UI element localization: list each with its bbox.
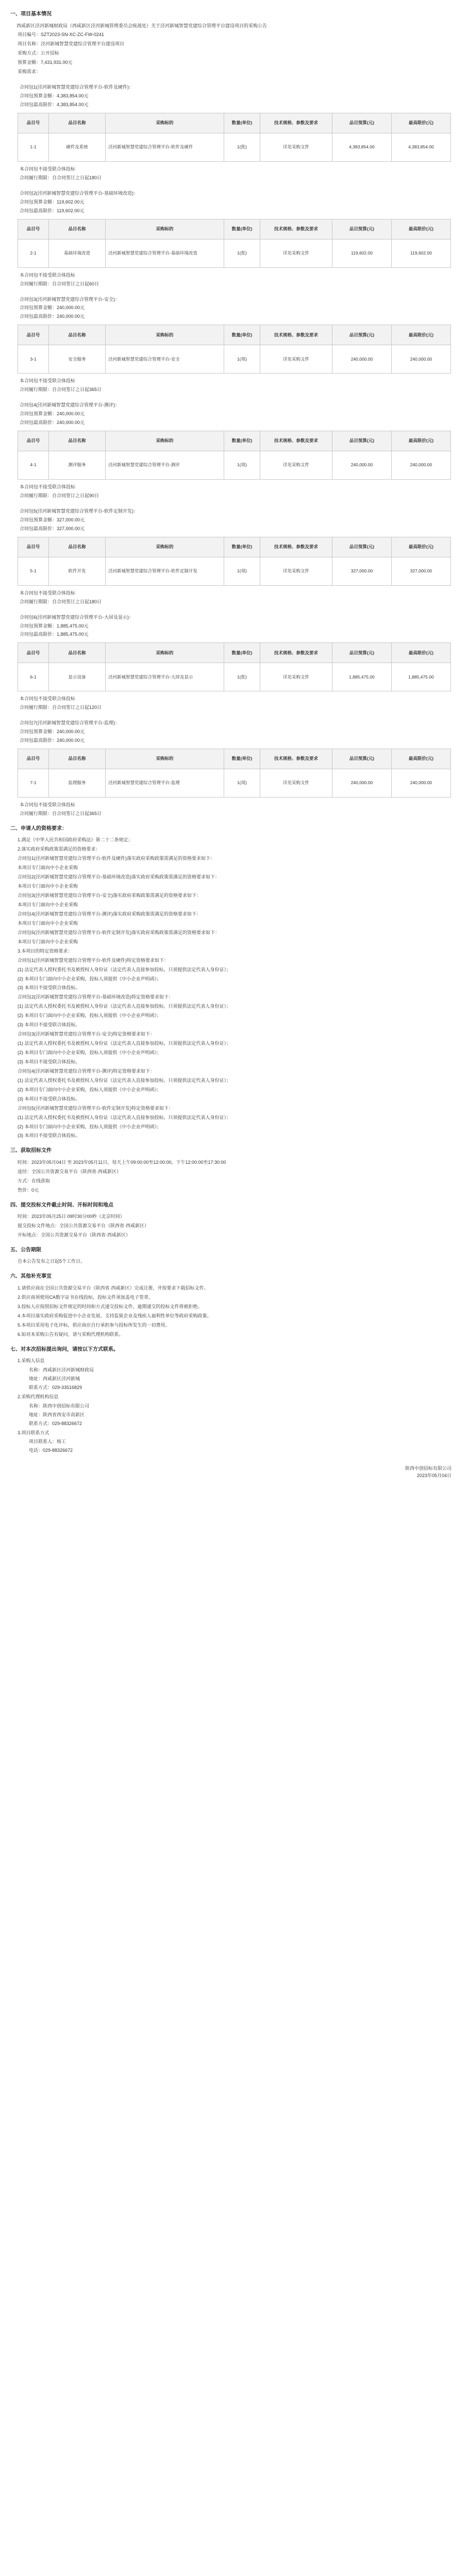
table-cell: 泾河新城智慧党建综合管理平台-基础环境改造 — [106, 239, 224, 267]
package-limit: 合同包最高限价：119,602.00元 — [20, 208, 85, 213]
package-budget: 合同包预算金额：4,383,854.00元 — [20, 93, 89, 99]
table-header-cell: 品目预算(元) — [332, 537, 392, 557]
table-header-cell: 采购标的 — [106, 113, 224, 133]
package-note: 本合同包不接受联合体投标 — [20, 484, 76, 489]
table-cell: 4,383,854.00 — [332, 133, 392, 161]
table-cell: 240,000.00 — [392, 451, 451, 480]
table-header-cell: 数量(单位) — [224, 749, 260, 769]
text-line: 本项目专门面向中小企业采购 — [18, 902, 78, 907]
section-6-title: 六、其他补充事宜 — [10, 1274, 52, 1280]
table-header-cell: 采购标的 — [106, 431, 224, 451]
package-note: 合同履行期限：自合同签订之日起60日 — [20, 281, 99, 286]
package-1 — [10, 84, 459, 182]
text-line: (1) 法定代表人授权委托书及被授权人身份证（法定代表人直接参加投标，只须提供法定代表人身份证）； — [18, 1004, 231, 1009]
text-line: (3) 本项目不接受联合体投标。 — [18, 1096, 80, 1101]
section-2-title: 二、申请人的资格要求： — [10, 825, 67, 832]
table-row — [18, 557, 451, 585]
table-cell: 安全服务 — [49, 345, 106, 374]
table-header-cell: 品目预算(元) — [332, 749, 392, 769]
package-table — [18, 431, 451, 480]
table-header-cell: 采购标的 — [106, 643, 224, 663]
table-header-cell: 品目名称 — [49, 113, 106, 133]
text-line: (2) 本项目专门面向中小企业采购，投标人须提供《中小企业声明函》； — [18, 1124, 162, 1129]
text-line: 2.供应商须使用CA数字证书在线投标，投标文件须加盖电子签章。 — [18, 1294, 154, 1300]
table-cell: 240,000.00 — [332, 451, 392, 480]
table-cell: 6-1 — [18, 663, 49, 691]
contact-heading: 3.项目联系方式 — [18, 1430, 49, 1435]
table-cell: 4,383,854.00 — [392, 133, 451, 161]
contact-info — [20, 1438, 459, 1454]
table-cell: 1(项) — [224, 451, 260, 480]
table-header-cell: 品目号 — [18, 325, 49, 345]
text-line: 合同包3(泾河新城智慧党建综合管理平台-安全)特定资格要求如下： — [18, 1031, 155, 1037]
package-limit: 合同包最高限价：240,000.00元 — [20, 420, 85, 426]
table-header-row — [18, 431, 451, 451]
table-header-row — [18, 537, 451, 557]
table-header-cell: 最高限价(元) — [392, 325, 451, 345]
text-line: (2) 本项目专门面向中小企业采购，投标人须提供《中小企业声明函》； — [18, 1013, 162, 1019]
table-row — [18, 769, 451, 798]
table-header-cell: 品目名称 — [49, 749, 106, 769]
package-note: 本合同包不接受联合体投标 — [20, 590, 76, 596]
signature-date: 2023年05月04日 — [416, 1473, 451, 1479]
table-header-cell: 最高限价(元) — [392, 537, 451, 557]
package-note: 本合同包不接受联合体投标 — [20, 802, 76, 808]
text-line: 合同包1(泾河新城智慧党建综合管理平台-软件及硬件)特定资格要求如下： — [18, 957, 169, 963]
table-header-cell: 品目名称 — [49, 219, 106, 239]
package-7 — [10, 720, 459, 818]
package-heading: 合同包6(泾河新城智慧党建综合管理平台-大屏及显示)： — [20, 614, 133, 620]
text-line: 合同包2(泾河新城智慧党建综合管理平台-基础环境改造)特定资格要求如下： — [18, 994, 173, 1000]
table-cell: 测评服务 — [49, 451, 106, 480]
text-line: 2.落实政府采购政策需满足的资格要求： — [18, 846, 100, 852]
package-limit: 合同包最高限价：1,885,475.00元 — [20, 632, 89, 637]
table-cell: 2-1 — [18, 239, 49, 267]
text-line: (2) 本项目专门面向中小企业采购，投标人须提供《中小企业声明函》； — [18, 1087, 162, 1092]
section-5-title: 五、公告期限 — [10, 1247, 41, 1253]
text-line: (3) 本项目不接受联合体投标。 — [18, 1133, 80, 1139]
table-header-cell: 数量(单位) — [224, 325, 260, 345]
text-line: 售价：0元 — [18, 1187, 39, 1193]
package-budget: 合同包预算金额：240,000.00元 — [20, 411, 85, 417]
table-cell: 119,602.00 — [392, 239, 451, 267]
table-header-cell: 采购标的 — [106, 749, 224, 769]
text-line: 合同包2(泾河新城智慧党建综合管理平台-基础环境改造)落实政府采购政策需满足的资格要求如下： — [18, 874, 220, 880]
text-line: 合同包4(泾河新城智慧党建综合管理平台-测评)落实政府采购政策需满足的资格要求如下： — [18, 911, 201, 917]
package-budget: 合同包预算金额：119,602.00元 — [20, 199, 85, 205]
text-line: (3) 本项目不接受联合体投标。 — [18, 985, 80, 991]
table-row — [18, 663, 451, 691]
table-header-cell: 最高限价(元) — [392, 643, 451, 663]
text-line: (1) 法定代表人授权委托书及被授权人身份证（法定代表人直接参加投标，只须提供法定代表人身份证）； — [18, 1114, 231, 1120]
table-cell: 详见采购文件 — [260, 451, 332, 480]
table-header-cell: 技术规格、参数及要求 — [260, 113, 332, 133]
bid-deadline-list — [10, 1213, 459, 1239]
text-line: 6.如对本采购公告有疑问，请与采购代理机构联系。 — [18, 1331, 124, 1337]
table-header-cell: 品目预算(元) — [332, 113, 392, 133]
text-line: 地址：陕西省西安市高新区 — [29, 1412, 85, 1417]
text-line: (3) 本项目不接受联合体投标。 — [18, 1022, 80, 1028]
package-note: 合同履行期限：自合同签订之日起120日 — [20, 705, 102, 710]
package-budget: 合同包预算金额：1,885,475.00元 — [20, 623, 89, 629]
table-header-cell: 数量(单位) — [224, 643, 260, 663]
table-cell: 泾河新城智慧党建综合管理平台-软件定制开发 — [106, 557, 224, 585]
section-7-title: 七、对本次招标提出询问，请按以下方式联系。 — [10, 1346, 119, 1352]
table-cell: 1(批) — [224, 239, 260, 267]
table-row — [18, 451, 451, 480]
package-note: 本合同包不接受联合体投标 — [20, 378, 76, 384]
table-cell: 240,000.00 — [332, 345, 392, 374]
section-4-title: 四、提交投标文件截止时间、开标时间和地点 — [10, 1202, 113, 1208]
table-header-cell: 技术规格、参数及要求 — [260, 325, 332, 345]
table-header-cell: 品目名称 — [49, 643, 106, 663]
table-cell: 4-1 — [18, 451, 49, 480]
package-note: 本合同包不接受联合体投标 — [20, 696, 76, 702]
text-line: 合同包3(泾河新城智慧党建综合管理平台-安全)落实政府采购政策需满足的资格要求如下： — [18, 893, 201, 899]
package-6 — [10, 614, 459, 712]
table-cell: 详见采购文件 — [260, 663, 332, 691]
table-header-row — [18, 219, 451, 239]
text-line: 名称：西咸新区泾河新城财政局 — [29, 1367, 94, 1372]
text-line: 1.请供应商在全国公共资源交易平台（陕西省·西咸新区）完成注册，并按要求下载招标文件。 — [18, 1285, 209, 1291]
table-cell: 1(项) — [224, 345, 260, 374]
text-line: 自本公告发布之日起5个工作日。 — [18, 1259, 86, 1264]
notice-period-list — [10, 1258, 459, 1265]
package-3 — [10, 296, 459, 394]
text-line: 地址：西咸新区泾河新城 — [29, 1376, 80, 1381]
intro-paragraph: 西咸新区泾河新城财政局（西咸新区泾河新城管理委员会统战处）关于泾河新城智慧党建综合管理平台建设项目的采购公告 — [16, 23, 267, 28]
table-header-cell: 品目号 — [18, 643, 49, 663]
text-line: (1) 法定代表人授权委托书及被授权人身份证（法定代表人直接参加投标，只须提供法定代表人身份证）； — [18, 1041, 231, 1046]
table-header-cell: 品目预算(元) — [332, 431, 392, 451]
table-header-cell: 品目号 — [18, 431, 49, 451]
agent-heading: 2.采购代理机构信息 — [18, 1394, 59, 1399]
announcement-page — [10, 0, 459, 1480]
table-cell: 1(批) — [224, 133, 260, 161]
package-limit: 合同包最高限价：4,383,854.00元 — [20, 102, 89, 107]
other-matters-list — [10, 1285, 459, 1338]
package-heading: 合同包4(泾河新城智慧党建综合管理平台-测评)： — [20, 402, 120, 408]
table-cell: 软件开发 — [49, 557, 106, 585]
table-header-cell: 品目名称 — [49, 325, 106, 345]
table-cell: 327,000.00 — [392, 557, 451, 585]
text-line: 合同包5(泾河新城智慧党建综合管理平台-软件定制开发)特定资格要求如下： — [18, 1105, 173, 1111]
table-cell: 详见采购文件 — [260, 133, 332, 161]
table-header-cell: 最高限价(元) — [392, 431, 451, 451]
table-cell: 1(项) — [224, 769, 260, 798]
table-header-cell: 品目号 — [18, 537, 49, 557]
text-line: 5.本项目采用电子化评标，供应商应自行承担参与投标所发生的一切费用。 — [18, 1322, 170, 1328]
package-limit: 合同包最高限价：240,000.00元 — [20, 314, 85, 319]
table-row — [18, 345, 451, 374]
package-note: 本合同包不接受联合体投标 — [20, 272, 76, 278]
package-note: 合同履行期限：自合同签订之日起365日 — [20, 811, 102, 816]
table-cell: 基础环境改造 — [49, 239, 106, 267]
text-line: (1) 法定代表人授权委托书及被授权人身份证（法定代表人直接参加投标，只须提供法定代表人身份证）； — [18, 1077, 231, 1083]
text-line: 联系方式：029-33516829 — [29, 1384, 82, 1390]
table-cell: 327,000.00 — [332, 557, 392, 585]
table-header-cell: 技术规格、参数及要求 — [260, 643, 332, 663]
text-line: 4.本项目落实政府采购促进中小企业发展、支持监狱企业及残疾人福利性单位等政府采购政策。 — [18, 1313, 212, 1318]
table-header-cell: 品目预算(元) — [332, 643, 392, 663]
table-cell: 240,000.00 — [332, 769, 392, 798]
table-cell: 泾河新城智慧党建综合管理平台-安全 — [106, 345, 224, 374]
section-3-title: 三、获取招标文件 — [10, 1148, 52, 1154]
text-line: 合同包1(泾河新城智慧党建综合管理平台-软件及硬件)落实政府采购政策需满足的资格要求如下： — [18, 856, 215, 861]
table-row — [18, 133, 451, 161]
table-header-row — [18, 113, 451, 133]
package-table — [18, 325, 451, 374]
table-cell: 详见采购文件 — [260, 239, 332, 267]
package-note: 合同履行期限：自合同签订之日起180日 — [20, 175, 102, 180]
table-header-cell: 最高限价(元) — [392, 749, 451, 769]
package-limit: 合同包最高限价：327,000.00元 — [20, 526, 85, 531]
obtain-docs-list — [10, 1159, 459, 1194]
procurement-method: 采购方式：公开招标 — [18, 50, 60, 56]
requirements-heading: 采购需求： — [18, 69, 41, 75]
table-header-cell: 品目名称 — [49, 431, 106, 451]
text-line: 3.本项目的特定资格要求： — [18, 948, 73, 954]
text-line: 本项目专门面向中小企业采购 — [18, 884, 78, 889]
table-header-cell: 采购标的 — [106, 325, 224, 345]
table-cell: 1,885,475.00 — [392, 663, 451, 691]
table-cell: 详见采购文件 — [260, 345, 332, 374]
text-line: 本项目专门面向中小企业采购 — [18, 939, 78, 944]
section-1-title: 一、项目基本情况 — [10, 11, 52, 17]
project-number: 项目编号：SZT2023-SN-XC-ZC-FW-0241 — [18, 32, 104, 38]
package-note: 本合同包不接受联合体投标 — [20, 166, 76, 172]
package-table — [18, 219, 451, 268]
text-line: 本项目专门面向中小企业采购 — [18, 865, 78, 871]
text-line: (1) 法定代表人授权委托书及被授权人身份证（法定代表人直接参加投标，只须提供法定代表人身份证）； — [18, 967, 231, 972]
table-cell: 显示设备 — [49, 663, 106, 691]
project-name: 项目名称：泾河新城智慧党建综合管理平台建设项目 — [18, 41, 125, 47]
text-line: 项目联系人：杨工 — [29, 1439, 66, 1445]
table-header-cell: 品目号 — [18, 749, 49, 769]
table-header-cell: 品目预算(元) — [332, 219, 392, 239]
budget-amount: 预算金额：7,431,931.00元 — [18, 60, 73, 65]
buyer-heading: 1.采购人信息 — [18, 1358, 45, 1363]
package-5 — [10, 508, 459, 606]
table-header-cell: 品目名称 — [49, 537, 106, 557]
table-header-cell: 采购标的 — [106, 537, 224, 557]
package-budget: 合同包预算金额：240,000.00元 — [20, 729, 85, 735]
package-limit: 合同包最高限价：240,000.00元 — [20, 738, 85, 743]
text-line: 联系方式：029-88326672 — [29, 1420, 82, 1426]
package-table — [18, 537, 451, 586]
table-header-cell: 采购标的 — [106, 219, 224, 239]
text-line: (3) 本项目不接受联合体投标。 — [18, 1059, 80, 1064]
table-header-row — [18, 749, 451, 769]
package-table — [18, 113, 451, 162]
package-note: 合同履行期限：自合同签订之日起90日 — [20, 493, 99, 498]
qualification-list — [10, 837, 459, 1140]
table-cell: 240,000.00 — [392, 769, 451, 798]
text-line: 时间：2023年05月25日 09时30分00秒（北京时间） — [18, 1214, 125, 1219]
package-2 — [10, 190, 459, 288]
table-cell: 泾河新城智慧党建综合管理平台-软件及硬件 — [106, 133, 224, 161]
package-note: 合同履行期限：自合同签订之日起365日 — [20, 387, 102, 393]
table-cell: 7-1 — [18, 769, 49, 798]
table-header-cell: 品目号 — [18, 219, 49, 239]
text-line: 时间：2023年05月04日 至 2023年05月11日，每天上午09:00:00至12:00:00，下午12:00:00至17:30:00 — [18, 1159, 226, 1165]
table-cell: 硬件及系统 — [49, 133, 106, 161]
table-row — [18, 239, 451, 267]
package-4 — [10, 402, 459, 500]
package-heading: 合同包2(泾河新城智慧党建综合管理平台-基础环境改造)： — [20, 190, 138, 196]
table-cell: 240,000.00 — [392, 345, 451, 374]
package-heading: 合同包7(泾河新城智慧党建综合管理平台-监理)： — [20, 720, 120, 726]
text-line: 途径：全国公共资源交易平台（陕西省·西咸新区） — [18, 1168, 121, 1174]
package-budget: 合同包预算金额：240,000.00元 — [20, 305, 85, 311]
text-line: (2) 本项目专门面向中小企业采购，投标人须提供《中小企业声明函》； — [18, 1050, 162, 1055]
agent-info — [20, 1403, 459, 1428]
text-line: 名称：陕西中创招标有限公司 — [29, 1403, 90, 1409]
text-line: (2) 本项目专门面向中小企业采购，投标人须提供《中小企业声明函》； — [18, 976, 162, 981]
text-line: 合同包5(泾河新城智慧党建综合管理平台-软件定制开发)落实政府采购政策需满足的资格要求如下： — [18, 929, 220, 935]
text-line: 1.满足《中华人民共和国政府采购法》第二十二条规定； — [18, 837, 133, 843]
package-budget: 合同包预算金额：327,000.00元 — [20, 517, 85, 522]
table-header-cell: 最高限价(元) — [392, 113, 451, 133]
buyer-info — [20, 1367, 459, 1392]
package-table — [18, 642, 451, 691]
table-header-cell: 技术规格、参数及要求 — [260, 431, 332, 451]
table-header-row — [18, 325, 451, 345]
contract-packages — [10, 84, 459, 818]
package-table — [18, 749, 451, 798]
text-line: 本项目专门面向中小企业采购 — [18, 920, 78, 926]
table-cell: 1-1 — [18, 133, 49, 161]
table-header-cell: 数量(单位) — [224, 431, 260, 451]
package-heading: 合同包1(泾河新城智慧党建综合管理平台-软件及硬件)： — [20, 84, 133, 90]
package-heading: 合同包3(泾河新城智慧党建综合管理平台-安全)： — [20, 296, 120, 302]
package-note: 合同履行期限：自合同签订之日起180日 — [20, 599, 102, 604]
table-cell: 泾河新城智慧党建综合管理平台-测评 — [106, 451, 224, 480]
table-cell: 泾河新城智慧党建综合管理平台-大屏及显示 — [106, 663, 224, 691]
table-header-cell: 最高限价(元) — [392, 219, 451, 239]
text-line: 开标地点：全国公共资源交易平台（陕西省·西咸新区） — [18, 1232, 130, 1238]
table-cell: 1,885,475.00 — [332, 663, 392, 691]
table-header-cell: 技术规格、参数及要求 — [260, 219, 332, 239]
table-header-cell: 数量(单位) — [224, 537, 260, 557]
table-cell: 泾河新城智慧党建综合管理平台-监理 — [106, 769, 224, 798]
text-line: 提交投标文件地点：全国公共资源交易平台（陕西省·西咸新区） — [18, 1223, 149, 1229]
text-line: 合同包4(泾河新城智慧党建综合管理平台-测评)特定资格要求如下： — [18, 1068, 155, 1074]
text-line: 3.投标人应按照招标文件规定的时间和方式递交投标文件，逾期递交的投标文件将被拒绝。 — [18, 1303, 203, 1309]
table-header-cell: 技术规格、参数及要求 — [260, 537, 332, 557]
table-header-row — [18, 643, 451, 663]
package-heading: 合同包5(泾河新城智慧党建综合管理平台-软件定制开发)： — [20, 508, 138, 514]
table-cell: 5-1 — [18, 557, 49, 585]
table-cell: 详见采购文件 — [260, 557, 332, 585]
table-cell: 3-1 — [18, 345, 49, 374]
table-cell: 1(批) — [224, 663, 260, 691]
table-cell: 监理服务 — [49, 769, 106, 798]
signature-org: 陕西中创招标有限公司 — [405, 1466, 451, 1471]
text-line: 电话：029-88326672 — [29, 1448, 73, 1453]
table-cell: 详见采购文件 — [260, 769, 332, 798]
table-header-cell: 数量(单位) — [224, 219, 260, 239]
table-header-cell: 数量(单位) — [224, 113, 260, 133]
table-header-cell: 品目号 — [18, 113, 49, 133]
table-header-cell: 技术规格、参数及要求 — [260, 749, 332, 769]
table-cell: 1(项) — [224, 557, 260, 585]
text-line: 方式：在线获取 — [18, 1178, 51, 1183]
table-header-cell: 品目预算(元) — [332, 325, 392, 345]
table-cell: 119,602.00 — [332, 239, 392, 267]
